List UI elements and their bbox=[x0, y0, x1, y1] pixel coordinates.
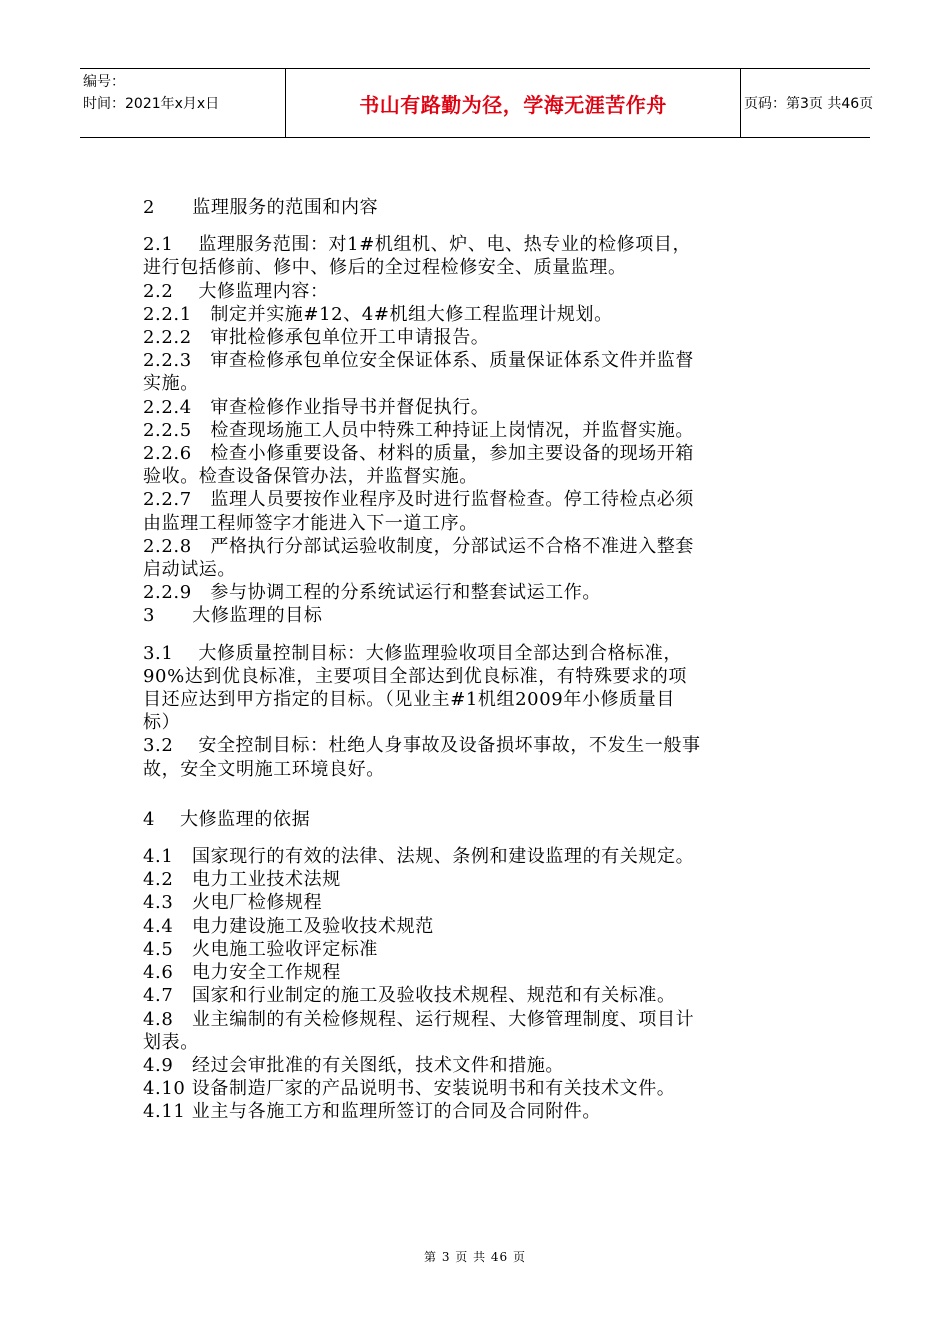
paragraph-line: 2.2.3 审查检修承包单位安全保证体系、质量保证体系文件并监督 bbox=[143, 350, 694, 372]
paragraph-line: 实施。 bbox=[143, 373, 199, 395]
paragraph-line: 2.2 大修监理内容： bbox=[143, 280, 329, 302]
header-divider bbox=[740, 69, 741, 137]
page-header bbox=[80, 68, 874, 138]
paragraph-line: 由监理工程师签字才能进入下一道工序。 bbox=[143, 512, 478, 534]
section-2-title: 2 监理服务的范围和内容 bbox=[143, 197, 379, 218]
paragraph-line: 2.1 监理服务范围：对1#机组机、炉、电、热专业的检修项目， bbox=[143, 234, 692, 256]
paragraph-line: 2.2.5 检查现场施工人员中特殊工种持证上岗情况，并监督实施。 bbox=[143, 419, 694, 441]
paragraph-line: 启动试运。 bbox=[143, 559, 236, 581]
section-4-title: 4 大修监理的依据 bbox=[143, 808, 311, 830]
paragraph-line: 4.1 国家现行的有效的法律、法规、条例和建设监理的有关规定。 bbox=[143, 846, 695, 868]
code-label: 编号： bbox=[83, 74, 125, 90]
paragraph-line: 故，安全文明施工环境良好。 bbox=[143, 758, 385, 780]
paragraph-line: 划表。 bbox=[143, 1031, 199, 1053]
paragraph-line: 目还应达到甲方指定的目标。（见业主#1机组2009年小修质量目 bbox=[143, 689, 675, 711]
paragraph-line: 4.11 业主与各施工方和监理所签订的合同及合同附件。 bbox=[143, 1101, 601, 1123]
paragraph-line: 2.2.1 制定并实施#12、4#机组大修工程监理计规划。 bbox=[143, 303, 613, 325]
paragraph-line: 4.4 电力建设施工及验收技术规范 bbox=[143, 915, 434, 937]
paragraph-line: 4.6 电力安全工作规程 bbox=[143, 962, 341, 984]
time-label: 时间：2021年x月x日 bbox=[83, 96, 220, 112]
page-footer: 第 3 页 共 46 页 bbox=[424, 1250, 526, 1264]
paragraph-line: 2.2.4 审查检修作业指导书并督促执行。 bbox=[143, 396, 490, 418]
paragraph-line: 4.2 电力工业技术法规 bbox=[143, 869, 341, 891]
paragraph-line: 3.2 安全控制目标：杜绝人身事故及设备损坏事故，不发生一般事 bbox=[143, 735, 701, 757]
paragraph-line: 90%达到优良标准，主要项目全部达到优良标准，有特殊要求的项 bbox=[143, 665, 688, 687]
section-3-title: 3 大修监理的目标 bbox=[143, 605, 323, 627]
header-motto: 书山有路勤为径，学海无涯苦作舟 bbox=[359, 92, 667, 117]
paragraph-line: 进行包括修前、修中、修后的全过程检修安全、质量监理。 bbox=[143, 257, 627, 279]
paragraph-line: 标） bbox=[143, 712, 181, 734]
paragraph-line: 4.5 火电施工验收评定标准 bbox=[143, 938, 379, 960]
paragraph-line: 4.10 设备制造厂家的产品说明书、安装说明书和有关技术文件。 bbox=[143, 1078, 676, 1100]
paragraph-line: 2.2.2 审批检修承包单位开工申请报告。 bbox=[143, 327, 490, 349]
paragraph-line: 2.2.7 监理人员要按作业程序及时进行监督检查。停工待检点必须 bbox=[143, 489, 694, 511]
paragraph-line: 4.3 火电厂检修规程 bbox=[143, 892, 323, 914]
paragraph-line: 验收。检查设备保管办法，并监督实施。 bbox=[143, 466, 478, 488]
paragraph-line: 2.2.6 检查小修重要设备、材料的质量，参加主要设备的现场开箱 bbox=[143, 443, 694, 465]
document-body bbox=[143, 196, 815, 1124]
paragraph-line: 4.9 经过会审批准的有关图纸，技术文件和措施。 bbox=[143, 1054, 565, 1076]
paragraph-line: 4.7 国家和行业制定的施工及验收技术规程、规范和有关标准。 bbox=[143, 985, 676, 1007]
header-meta bbox=[80, 69, 285, 137]
header-page-info: 页码：第3页 共46页 bbox=[744, 96, 874, 112]
paragraph-line: 2.2.8 严格执行分部试运验收制度，分部试运不合格不准进入整套 bbox=[143, 535, 694, 557]
paragraph-line: 4.8 业主编制的有关检修规程、运行规程、大修管理制度、项目计 bbox=[143, 1008, 695, 1030]
paragraph-line: 3.1 大修质量控制目标：大修监理验收项目全部达到合格标准， bbox=[143, 642, 682, 664]
paragraph-line: 2.2.9 参与协调工程的分系统试运行和整套试运工作。 bbox=[143, 582, 601, 604]
